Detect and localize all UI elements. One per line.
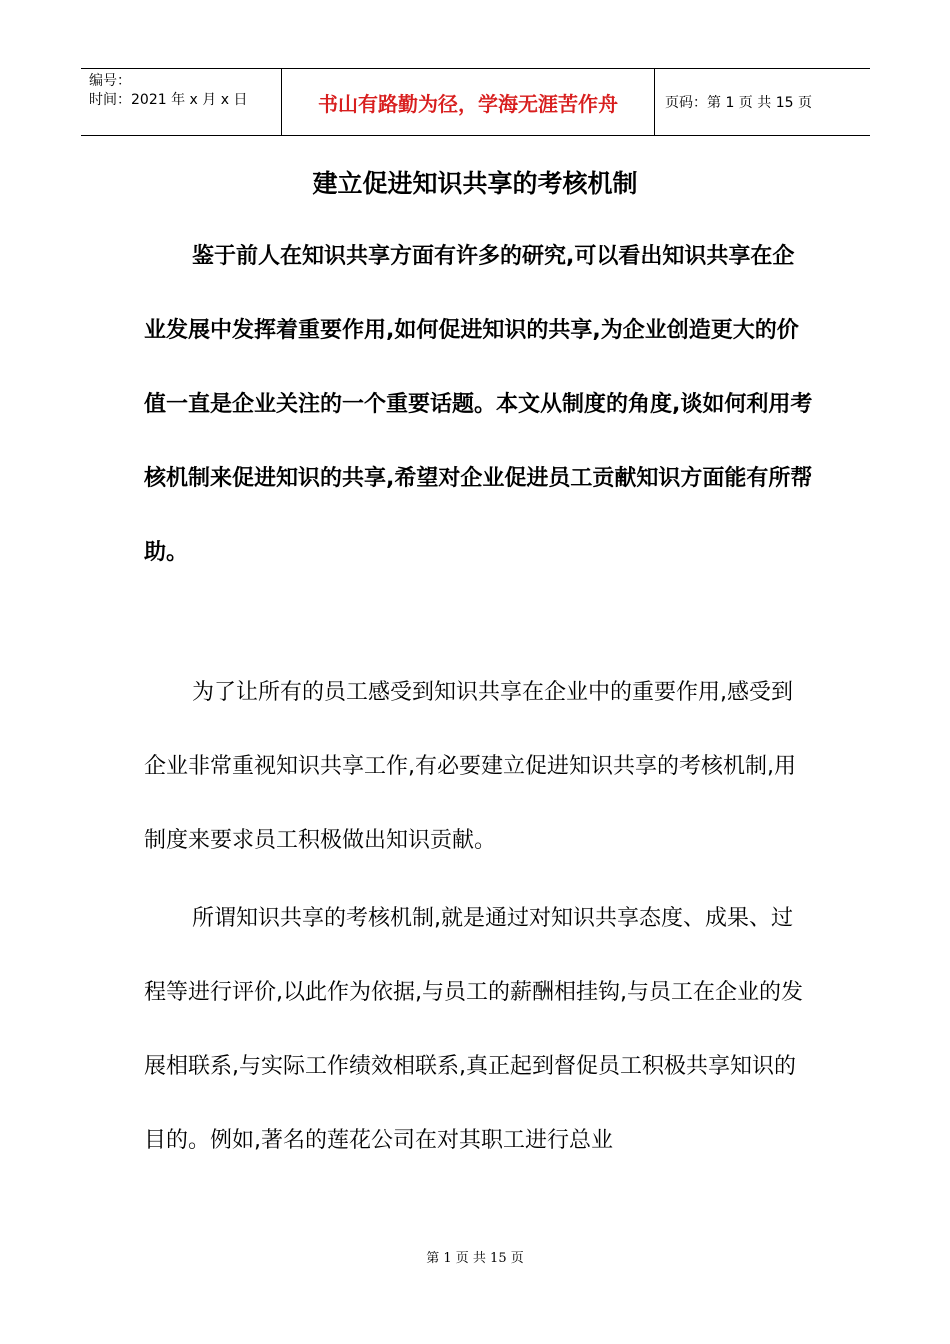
body-paragraph: 所谓知识共享的考核机制,就是通过对知识共享态度、成果、过程等进行评价,以此作为依据,与员工的薪酬相挂钩,与员工在企业的发展相联系,与实际工作绩效相联系,真正起到督促员工积极共享知识的目的。例如,著名的莲花公司在对其职工进行总业 <box>144 906 803 1153</box>
document-time-label: 时间：2021 年 x 月 x 日 <box>89 92 248 108</box>
header-page-cell <box>655 69 870 135</box>
intro-paragraph: 鉴于前人在知识共享方面有许多的研究,可以看出知识共享在企业发展中发挥着重要作用,如何促进知识的共享,为企业创造更大的价值一直是企业关注的一个重要话题。本文从制度的角度,谈如何利用考核机制来促进知识的共享,希望对企业促进员工贡献知识方面能有所帮助。 <box>144 244 813 565</box>
page-footer: 第 1 页 共 15 页 <box>426 1251 524 1266</box>
header-page-info: 页码：第 1 页 共 15 页 <box>665 95 812 111</box>
header-meta-cell <box>81 69 282 135</box>
body-paragraph: 为了让所有的员工感受到知识共享在企业中的重要作用,感受到企业非常重视知识共享工作,有必要建立促进知识共享的考核机制,用制度来要求员工积极做出知识贡献。 <box>144 680 796 853</box>
document-title: 建立促进知识共享的考核机制 <box>312 169 638 198</box>
document-header <box>81 68 870 136</box>
header-motto-cell <box>282 69 655 135</box>
document-number-label: 编号： <box>89 73 131 89</box>
header-motto: 书山有路勤为径，学海无涯苦作舟 <box>318 91 618 116</box>
